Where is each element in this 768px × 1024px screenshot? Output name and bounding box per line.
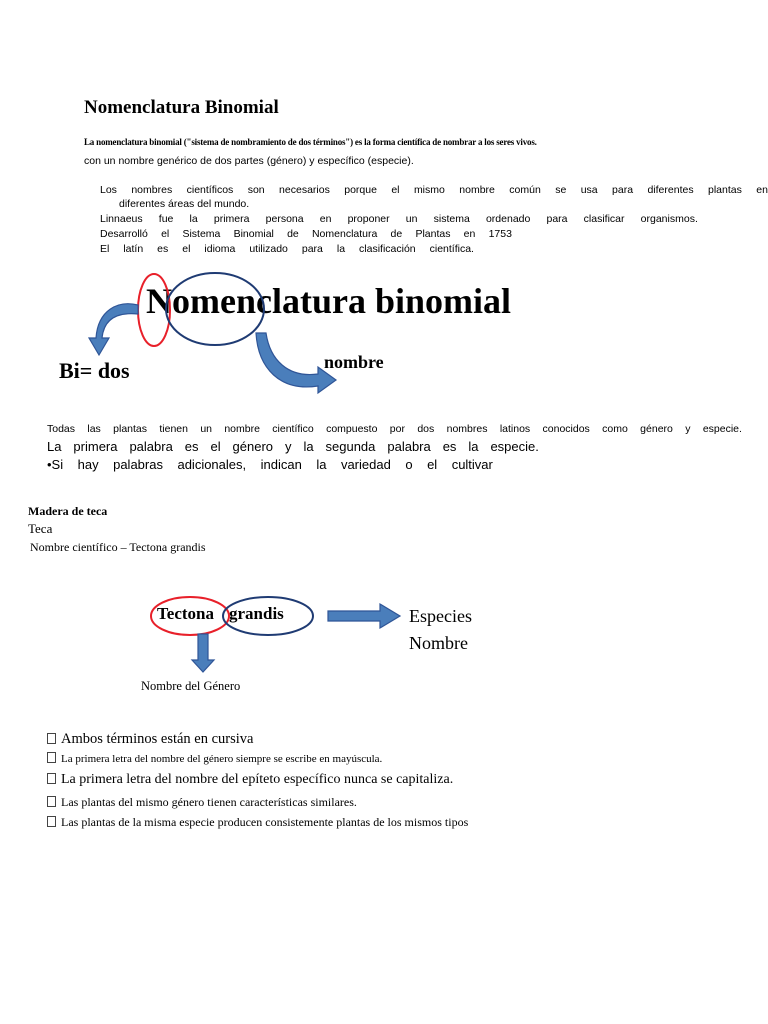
word: Nomenclatura <box>311 228 378 240</box>
curved-arrow-right-icon <box>256 333 336 393</box>
example-common-name: Teca <box>28 521 53 536</box>
block-arrow-right-icon <box>328 604 400 628</box>
navy-ellipse-nom <box>166 273 264 345</box>
intro-line-2: con un nombre genérico de dos partes (género) y específico (especie). <box>84 155 414 167</box>
facts-line-1-cont: diferentes áreas del mundo. <box>119 198 250 210</box>
word: palabra <box>129 439 173 454</box>
word: especie. <box>490 439 539 454</box>
especies-label: Especies <box>409 606 472 626</box>
word: adicionales, <box>177 457 247 472</box>
word: se <box>555 184 567 196</box>
navy-ellipse-species <box>223 597 313 635</box>
rule-text: La primera letra del nombre del género siempre se escribe en mayúscula. <box>61 753 383 765</box>
word: Todas <box>47 423 76 435</box>
word: son <box>247 184 265 196</box>
curved-arrow-left-icon <box>89 304 138 355</box>
block-arrow-down-icon <box>192 634 214 672</box>
word: el <box>427 457 438 472</box>
word: fue <box>158 213 174 225</box>
word: el <box>210 439 221 454</box>
word: nombre <box>459 184 495 196</box>
word: Binomial <box>233 228 274 240</box>
word: es <box>157 243 169 255</box>
word: ordenado <box>485 213 531 225</box>
word: clasificación <box>359 243 416 255</box>
word: las <box>87 423 101 435</box>
word: y <box>284 439 292 454</box>
word: científico <box>272 423 314 435</box>
word: o <box>405 457 413 472</box>
word: es <box>184 439 199 454</box>
word: plantas <box>113 423 148 435</box>
word: el <box>391 184 400 196</box>
word: la <box>336 243 346 255</box>
rule-text: La primera letra del nombre del epíteto específico nunca se capitaliza. <box>61 772 454 787</box>
nombre-label: nombre <box>324 352 384 372</box>
word: el <box>161 228 170 240</box>
bi-dos-label: Bi= dos <box>59 358 130 383</box>
binomial-heading: Nomenclatura binomial <box>146 281 511 321</box>
word: en <box>756 184 768 196</box>
word: •Si <box>47 457 64 472</box>
word: palabras <box>113 457 163 472</box>
word: latinos <box>499 423 531 435</box>
word: usa <box>580 184 598 196</box>
genus-name-label: Nombre del Género <box>141 679 241 693</box>
word: como <box>602 423 628 435</box>
word: para <box>612 184 634 196</box>
word: segunda <box>325 439 376 454</box>
word: idioma <box>204 243 236 255</box>
word: primera <box>213 213 250 225</box>
word: Plantas <box>415 228 451 240</box>
word: nombres <box>446 423 488 435</box>
word: de <box>287 228 299 240</box>
page-title: Nomenclatura Binomial <box>84 97 279 118</box>
word: porque <box>344 184 377 196</box>
word: Desarrolló <box>100 228 148 240</box>
word: Sistema <box>182 228 221 240</box>
example-scientific-name: Nombre científico – Tectona grandis <box>30 540 206 554</box>
word: indican <box>260 457 302 472</box>
word: género <box>232 439 274 454</box>
word: palabra <box>387 439 431 454</box>
word: mismo <box>413 184 445 196</box>
word: género <box>640 423 673 435</box>
word: conocidos <box>542 423 590 435</box>
red-ellipse-genus <box>151 597 229 635</box>
word: nombres <box>131 184 173 196</box>
word: el <box>182 243 191 255</box>
intro-line-1: La nomenclatura binomial ("sistema de nombramiento de dos términos") es la forma científica de nombrar a los seres vivos. <box>84 137 537 147</box>
word: diferentes <box>647 184 694 196</box>
word: tienen <box>159 423 188 435</box>
word: 1753 <box>488 228 512 240</box>
word: la <box>303 439 314 454</box>
rule-text: Las plantas de la misma especie producen consistemente plantas de los mismos tipos <box>61 815 469 829</box>
example-heading: Madera de teca <box>28 504 108 518</box>
word: para <box>301 243 323 255</box>
word: nombre <box>224 423 260 435</box>
word: la <box>316 457 327 472</box>
word: común <box>509 184 541 196</box>
word: hay <box>77 457 99 472</box>
word: un <box>200 423 212 435</box>
word: compuesto <box>326 423 378 435</box>
rule-text: Las plantas del mismo género tienen características similares. <box>61 795 357 809</box>
word: en <box>463 228 476 240</box>
word: sistema <box>433 213 470 225</box>
word: variedad <box>340 457 391 472</box>
word: latín <box>123 243 144 255</box>
rule-text: Ambos términos están en cursiva <box>61 731 254 747</box>
word: persona <box>265 213 304 225</box>
word: por <box>389 423 405 435</box>
word: y <box>685 423 691 435</box>
word: para <box>546 213 568 225</box>
word: utilizado <box>249 243 288 255</box>
word: proponer <box>347 213 390 225</box>
genus-label: Tectona <box>157 604 214 623</box>
word: la <box>468 439 479 454</box>
word: en <box>319 213 332 225</box>
word: plantas <box>708 184 742 196</box>
word: la <box>189 213 198 225</box>
word: primera <box>73 439 118 454</box>
word: Los <box>100 184 117 196</box>
word: organismos. <box>640 213 698 225</box>
word: un <box>405 213 418 225</box>
word: necesarios <box>279 184 330 196</box>
word: dos <box>417 423 435 435</box>
word: especie. <box>702 423 742 435</box>
word: científica. <box>429 243 474 255</box>
word: El <box>100 243 110 255</box>
word: La <box>47 439 62 454</box>
word: científicos <box>186 184 234 196</box>
word: clasificar <box>583 213 625 225</box>
word: es <box>442 439 457 454</box>
word: de <box>390 228 403 240</box>
word: cultivar <box>451 457 493 472</box>
species-label: grandis <box>229 604 284 623</box>
nombre-right-label: Nombre <box>409 633 468 653</box>
word: Linnaeus <box>100 213 143 225</box>
